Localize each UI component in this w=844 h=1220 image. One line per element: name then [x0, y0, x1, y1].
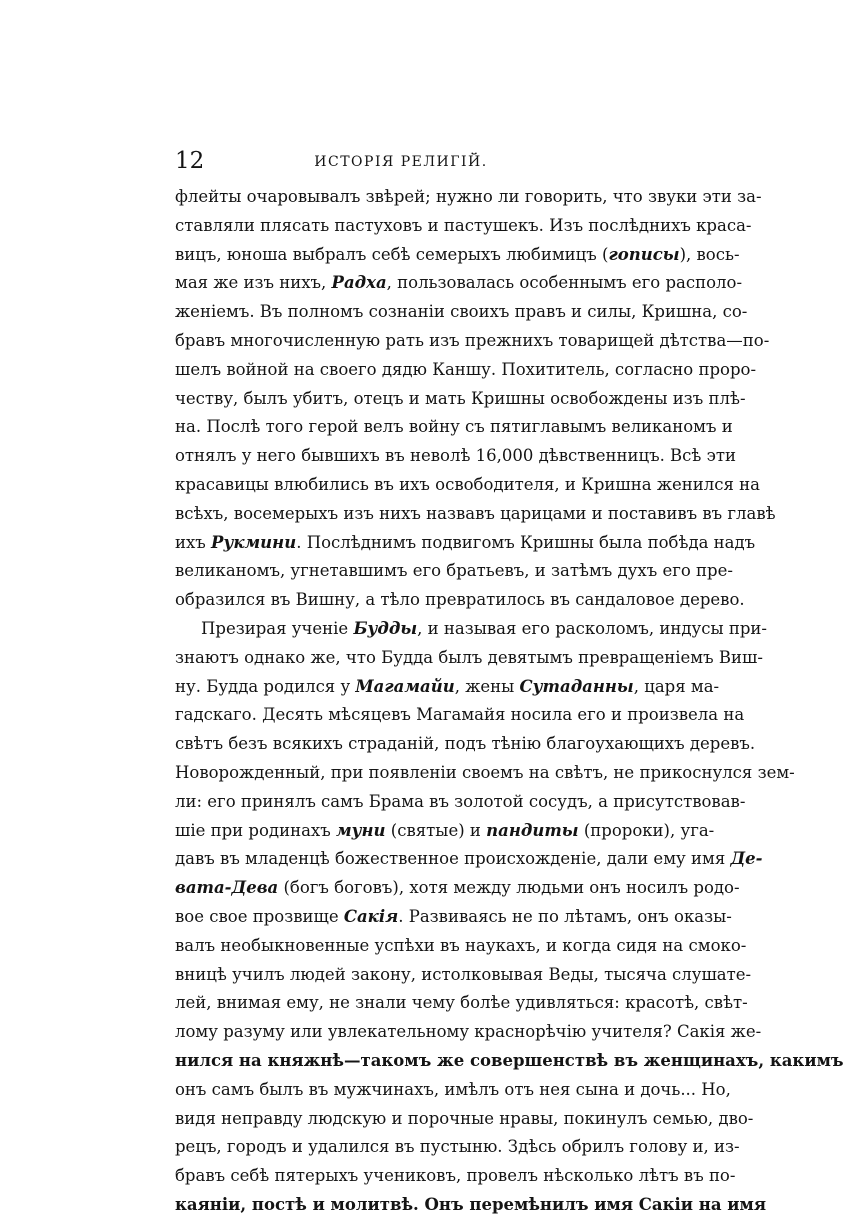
text-run: лому разуму или увлекательному краснорѣчію учителя? Сакія же- — [175, 1022, 762, 1042]
text-run: , пользовалась особеннымъ его располо- — [386, 273, 743, 293]
text-run: Презирая ученіе — [201, 618, 354, 638]
text-line — [175, 788, 746, 817]
page-number: 12 — [175, 148, 205, 174]
text-run: ), вось- — [679, 244, 740, 264]
text-line — [175, 961, 752, 990]
text-run: . Развиваясь не по лѣтамъ, онъ оказы- — [398, 906, 732, 926]
text-run: онъ самъ былъ въ мужчинахъ, имѣлъ отъ нея сына и дочь... Но, — [175, 1079, 731, 1099]
text-run: мая же изъ нихъ, — [175, 273, 332, 293]
text-run: великаномъ, угнетавшимъ его братьевъ, и затѣмъ духъ его пре- — [175, 561, 733, 581]
text-line — [175, 845, 763, 874]
text-run: Новорожденный, при появленіи своемъ на свѣтъ, не прикоснулся зем- — [175, 762, 795, 782]
text-line — [175, 817, 715, 846]
text-line — [175, 1162, 736, 1191]
text-run: ли: его принялъ самъ Брама въ золотой сосудъ, а присутствовав- — [175, 791, 746, 811]
text-line — [175, 644, 763, 673]
text-line — [175, 1047, 844, 1076]
text-line — [175, 932, 747, 961]
text-line — [175, 1133, 740, 1162]
text-line — [175, 759, 795, 788]
text-line — [175, 471, 760, 500]
text-run: , царя ма- — [633, 676, 720, 696]
emphasized-term: гописы — [608, 244, 680, 264]
text-line — [175, 327, 770, 356]
text-run: на. Послѣ того герой велъ войну съ пятиглавымъ великаномъ и — [175, 417, 733, 437]
text-run: вницѣ училъ людей закону, истолковывая Веды, тысяча слушате- — [175, 964, 752, 984]
emphasized-term: Сутаданны — [519, 676, 634, 696]
text-run: свѣтъ безъ всякихъ страданій, подъ тѣнію благоухающихъ деревъ. — [175, 734, 756, 754]
text-line — [175, 989, 748, 1018]
text-run: ну. Будда родился у — [175, 676, 356, 696]
text-run: рецъ, городъ и удалился въ пустыню. Здѣсь обрилъ голову и, из- — [175, 1137, 740, 1157]
text-line — [175, 1018, 762, 1047]
text-line — [175, 442, 736, 471]
text-run: вое свое прозвище — [175, 906, 344, 926]
emphasized-term: Будды — [353, 618, 418, 638]
text-line — [175, 269, 743, 298]
text-run: ихъ — [175, 532, 212, 552]
text-run: , и называя его расколомъ, индусы при- — [417, 618, 767, 638]
text-line — [175, 241, 740, 270]
text-run: давъ въ младенцѣ божественное происхожденіе, дали ему имя — [175, 849, 731, 869]
text-run: , жены — [454, 676, 520, 696]
text-run: ставляли плясать пастуховъ и пастушекъ. Изъ послѣднихъ краса- — [175, 215, 752, 235]
emphasized-term: Сакія — [343, 906, 399, 926]
text-run: шелъ войной на своего дядю Каншу. Похититель, согласно проро- — [175, 359, 757, 379]
text-line — [175, 385, 746, 414]
text-run: красавицы влюбились въ ихъ освободителя, и Кришна женился на — [175, 474, 760, 494]
text-line — [175, 874, 740, 903]
text-run: гадскаго. Десять мѣсяцевъ Магамайя носила его и произвела на — [175, 705, 745, 725]
text-run: шіе при родинахъ — [175, 820, 336, 840]
text-run: вицъ, юноша выбралъ себѣ семерыхъ любимицъ ( — [175, 244, 609, 264]
text-line — [175, 529, 756, 558]
emphasized-term: вата-Дева — [175, 878, 279, 898]
page-header — [175, 148, 627, 174]
text-line — [175, 1105, 754, 1134]
text-run: нился на княжнѣ—такомъ же совершенствѣ въ женщинахъ, какимъ — [175, 1050, 844, 1070]
emphasized-term: Магамайи — [355, 676, 455, 696]
text-run: . Послѣднимъ подвигомъ Кришны была побѣда надъ — [296, 532, 756, 552]
text-line — [175, 413, 733, 442]
emphasized-term: муни — [335, 820, 386, 840]
text-line — [175, 615, 767, 644]
text-run: флейты очаровывалъ звѣрей; нужно ли говорить, что звуки эти за- — [175, 187, 762, 206]
text-line — [175, 557, 733, 586]
text-line — [175, 903, 732, 932]
text-line — [175, 586, 745, 615]
text-line — [175, 701, 745, 730]
text-line — [175, 212, 752, 241]
text-line — [175, 1076, 731, 1105]
body-text — [175, 183, 844, 1220]
text-run: (богъ боговъ), хотя между людьми онъ носилъ родо- — [278, 878, 740, 898]
text-run: (пророки), уга- — [578, 820, 715, 840]
running-title: ИСТОРІЯ РЕЛИГІЙ. — [314, 154, 488, 170]
text-line — [175, 673, 720, 702]
text-run: женіемъ. Въ полномъ сознаніи своихъ правъ и силы, Кришна, со- — [175, 302, 748, 322]
text-run: валъ необыкновенные успѣхи въ наукахъ, и когда сидя на смоко- — [175, 935, 747, 955]
text-line — [175, 356, 757, 385]
text-run: образился въ Вишну, а тѣло превратилось въ сандаловое дерево. — [175, 590, 745, 610]
text-line — [175, 1191, 767, 1220]
emphasized-term: Радха — [331, 273, 387, 293]
text-run: видя неправду людскую и порочные нравы, покинулъ семью, дво- — [175, 1108, 754, 1128]
emphasized-term: Рукмини — [211, 532, 297, 552]
text-run: знаютъ однако же, что Будда былъ девятымъ превращеніемъ Виш- — [175, 647, 763, 667]
text-run: бравъ себѣ пятерыхъ учениковъ, провелъ нѣсколько лѣтъ въ по- — [175, 1166, 736, 1186]
emphasized-term: Де- — [730, 849, 763, 869]
text-line — [175, 183, 762, 212]
text-run: лей, внимая ему, не знали чему болѣе удивляться: красотѣ, свѣт- — [175, 993, 748, 1013]
text-line — [175, 298, 748, 327]
text-line — [175, 500, 776, 529]
text-run: отнялъ у него бывшихъ въ неволѣ 16,000 дѣвственницъ. Всѣ эти — [175, 446, 736, 466]
text-run: честву, былъ убитъ, отецъ и мать Кришны освобождены изъ плѣ- — [175, 388, 746, 408]
text-run: каяніи, постѣ и молитвѣ. Онъ перемѣнилъ имя Сакіи на имя — [175, 1194, 767, 1214]
text-run: (святые) и — [385, 820, 487, 840]
text-line — [175, 730, 756, 759]
emphasized-term: пандиты — [486, 820, 579, 840]
text-run: всѣхъ, восемерыхъ изъ нихъ назвавъ царицами и поставивъ въ главѣ — [175, 503, 776, 523]
text-run: бравъ многочисленную рать изъ прежнихъ товарищей дѣтства—по- — [175, 330, 770, 350]
